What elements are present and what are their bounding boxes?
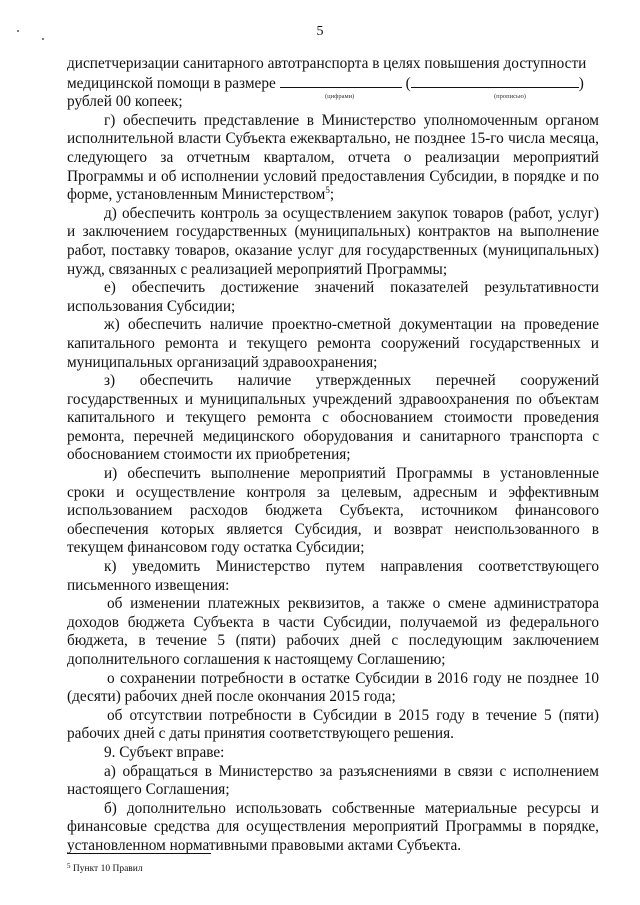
digits-caption: (цифрами): [325, 92, 355, 100]
document-body: [67, 55, 599, 856]
words-caption: (прописью): [494, 92, 526, 100]
item-k-sub-1: об изменении платежных реквизитов, а также о смене администратора доходов бюджета Субъекта в части Субсидии, получаемой из федерального бюджета, в течение 5 (пяти) рабочих дней с последующим заключением дополнительного соглашения к настоящему Соглашению;: [67, 595, 599, 668]
item-k-sub-3: об отсутствии потребности в Субсидии в 2015 году в течение 5 (пяти) рабочих дней с даты принятия соответствующего решения.: [67, 706, 599, 743]
footnote-divider: [67, 853, 211, 854]
item-g: [67, 112, 599, 205]
footnote-text: Пункт 10 Правил: [72, 864, 143, 874]
item-g-end: ;: [329, 186, 335, 204]
item-k-sub-2: о сохранении потребности в остатке Субсидии в 2016 году не позднее 10 (десяти) рабочих дней после окончания 2015 года;: [67, 669, 599, 706]
item-k: к) уведомить Министерство путем направления соответствующего письменного извещения:: [67, 558, 599, 594]
footnote: [67, 862, 143, 874]
open-paren: (: [405, 74, 411, 92]
amount-digits-blank: [280, 74, 402, 88]
close-paren: ): [578, 74, 584, 92]
amount-kopecks: рублей 00 копеек;: [67, 93, 183, 111]
item-9a: а) обращаться в Министерство за разъяснениями в связи с исполнением настоящего Соглашения;: [67, 762, 599, 799]
footnote-reference: 5: [325, 185, 330, 196]
item-g-text: г) обеспечить представление в Министерство уполномоченным органом исполнительной власти Субъекта ежеквартально, не позднее 15-го числа месяца, следующего за отчетным кварталом, отчета о реализации мероприятий Программы и об исполнении условий предоставления Субсидии, в порядке и по форме, установленным Министерством: [67, 111, 599, 204]
section-9-heading: 9. Субъект вправе:: [104, 743, 225, 761]
item-d: д) обеспечить контроль за осуществлением закупок товаров (работ, услуг) и заключением государственных (муниципальных) контрактов на выполнение работ, поставку товаров, оказание услуг для государственных (муниципальных) нужд, связанных с реализацией мероприятий Программы;: [67, 204, 599, 278]
paragraph-continuation: диспетчеризации санитарного автотранспорта в целях повышения доступности: [67, 55, 587, 72]
item-9b: б) дополнительно использовать собственные материальные ресурсы и финансовые средства для осуществления мероприятий Программы в порядке, установленном нормативными правовыми актами Субъекта.: [67, 799, 599, 854]
page-number: 5: [316, 24, 324, 39]
item-zh: ж) обеспечить наличие проектно-сметной документации на проведение капитального ремонта и текущего ремонта сооружений государственных и муниципальных организаций здравоохранения;: [67, 316, 599, 371]
amount-label: медицинской помощи в размере: [67, 74, 276, 92]
amount-line: [67, 74, 599, 100]
footnote-mark: 5: [67, 862, 71, 870]
item-z: з) обеспечить наличие утвержденных перечней сооружений государственных и муниципальных учреждений здравоохранения по объектам капитального и текущего ремонта с обоснованием стоимости проведения ремонта, перечней медицинского оборудования и санитарного транспорта с обоснованием стоимости их приобретения;: [67, 372, 599, 464]
item-e: е) обеспечить достижение значений показателей результативности использования Субсидии;: [67, 279, 599, 315]
item-i: и) обеспечить выполнение мероприятий Программы в установленные сроки и осуществление контроля за целевым, адресным и эффективным использованием расходов бюджета Субъекта, источником финансового обеспечения которых является Субсидия, и возврат неиспользованного в текущем финансовом году остатка Субсидии;: [67, 465, 599, 557]
amount-words-blank: [411, 74, 579, 88]
